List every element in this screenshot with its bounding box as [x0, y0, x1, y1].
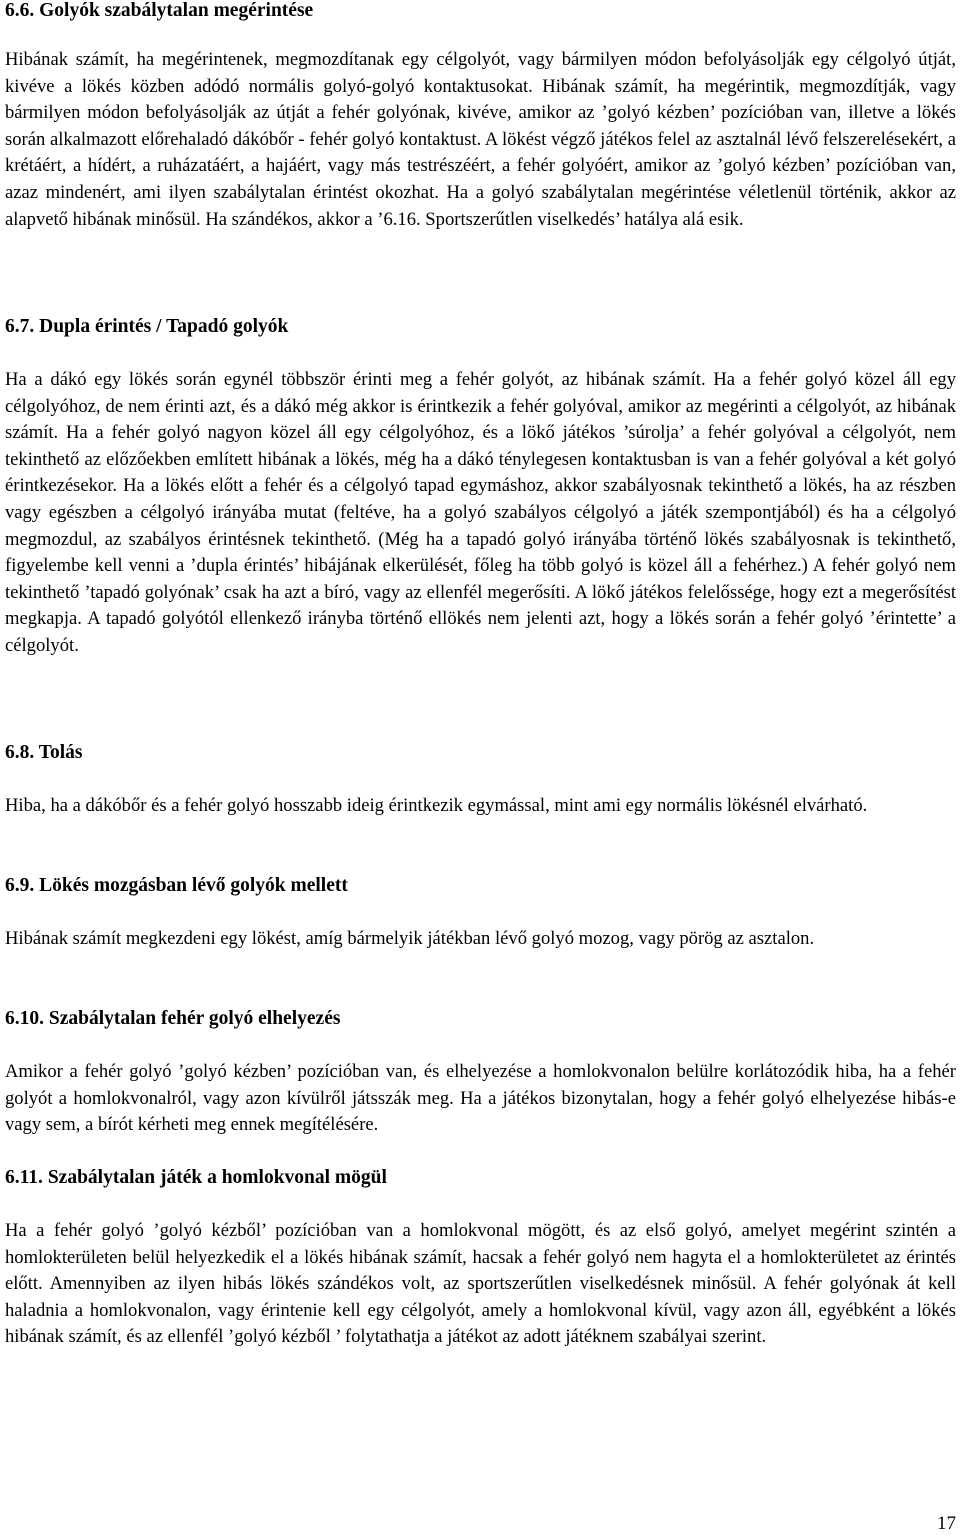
page-number: 17 — [937, 1513, 956, 1534]
section-number: 6.6. — [5, 0, 35, 21]
section-title: Tolás — [38, 742, 83, 763]
section-body-6-7: Ha a dákó egy lökés során egynél többször érinti meg a fehér golyót, az hibának számít. Ha a fehér golyó közel áll egy célgolyóhoz, de nem érinti azt, és a dákó még akkor is érintkezik a fehér golyóval, amikor az megérinti a célgolyót, az hibának számít. Ha a fehér golyó nagyon közel áll egy célgolyóhoz, és a lökő játékos ’súrolja’ a fehér golyóval a célgolyót, nem tekinthető az előzőekben említett hibának a lökés, még ha a dákó ténylegesen kontaktusban is van a fehér golyóval a két golyó érintkezésekor. Ha a lökés előtt a fehér és a célgolyó tapad egymáshoz, akkor szabályosnak tekinthető a lökés, ha az részben vagy egészben a célgolyó irányába mutat (feltéve, ha a golyó szabályos célgolyó a játék szempontjából) és ha a célgolyó megmozdul, az szabályos érintésnek tekinthető. (Még ha a tapadó golyó irányába történő lökés szabályosnak is tekinthető, figyelembe kell venni a ’dupla érintés’ hibájának elkerülését, főleg ha több golyó is közel áll a fehérhez.) A fehér golyó nem tekinthető ’tapadó golyónak’ csak ha azt a bíró, vagy az ellenfél megerősíti. A lökő játékos felelőssége, hogy ezt a megerősítést megkapja. A tapadó golyótól ellenkező irányba történő ellökés nem jelenti azt, hogy a lökés során a fehér golyó ’érintette’ a célgolyót. — [5, 369, 956, 656]
section-title: Lökés mozgásban lévő golyók mellett — [39, 875, 348, 896]
section-number: 6.8. — [5, 742, 35, 763]
section-title: Szabálytalan fehér golyó elhelyezés — [48, 1008, 341, 1029]
section-heading-6-11 — [5, 1165, 387, 1191]
section-body-6-6: Hibának számít, ha megérintenek, megmozdítanak egy célgolyót, vagy bármilyen módon befolyásolják egy célgolyó útját, kivéve a lökés közben adódó normális golyó-golyó kontaktusokat. Hibának számít, ha megérintik, megmozdítják, vagy bármilyen módon befolyásolják az útját a fehér golyónak, kivéve, amikor az ’golyó kézben’ pozícióban van, illetve a lökés során alkalmazott előrehaladó dákóbőr - fehér golyó kontaktust. A lökést végző játékos felel az asztalnál lévő felszerelésekért, a krétáért, a hídért, a ruházatáért, a hajáért, vagy más testrészéért, a fehér golyóért, amikor az ’golyó kézben’ pozícióban van, azaz mindenért, ami ilyen szabálytalan érintést okozhat. Ha a golyó szabálytalan megérintése véletlenül történik, akkor az alapvető hibának minősül. Ha szándékos, akkor a ’6.16. Sportszerűtlen viselkedés’ hatálya alá esik. — [5, 49, 956, 230]
section-heading-6-7 — [5, 314, 288, 340]
section-number: 6.10. — [5, 1008, 44, 1029]
section-number: 6.11. — [5, 1167, 43, 1188]
section-number: 6.9. — [5, 875, 35, 896]
section-body-6-11: Ha a fehér golyó ’golyó kézből’ pozícióban van a homlokvonal mögött, és az első golyó, amelyet megérint szintén a homlokterületen belül helyezkedik el a lökés hibának számít, hacsak a fehér golyó nem hagyta el a homlokterületet az érintés előtt. Amennyiben az ilyen hibás lökés szándékos volt, az sportszerűtlen viselkedésnek minősül. A fehér golyónak át kell haladnia a homlokvonalon, vagy érintenie kell egy célgolyót, amely a homlokvonal kívül, vagy azon áll, egyébként a lökés hibának számít, és az ellenfél ’golyó kézből ’ folytathatja a játékot az adott játéknem szabályai szerint. — [5, 1220, 956, 1348]
section-body-6-10: Amikor a fehér golyó ’golyó kézben’ pozícióban van, és elhelyezése a homlokvonalon belülre korlátozódik hiba, ha a fehér golyót a homlokvonalról, vagy azon kívülről játsszák meg. Ha a játékos bizonytalan, hogy a fehér golyó elhelyezése hibás-e vagy sem, a bírót kérheti meg ennek megítélésére. — [5, 1061, 956, 1136]
section-body-6-8: Hiba, ha a dákóbőr és a fehér golyó hosszabb ideig érintkezik egymással, mint ami egy normális lökésnél elvárható. — [5, 795, 868, 816]
section-number: 6.7. — [5, 316, 35, 337]
section-heading-6-9 — [5, 873, 348, 899]
section-heading-6-6 — [5, 0, 313, 24]
section-title: Golyók szabálytalan megérintése — [39, 0, 314, 21]
section-heading-6-10 — [5, 1006, 340, 1032]
section-title: Szabálytalan játék a homlokvonal mögül — [47, 1167, 387, 1188]
section-title: Dupla érintés / Tapadó golyók — [39, 316, 289, 337]
section-body-6-9: Hibának számít megkezdeni egy lökést, amíg bármelyik játékban lévő golyó mozog, vagy pörög az asztalon. — [5, 928, 815, 949]
section-heading-6-8 — [5, 740, 83, 766]
